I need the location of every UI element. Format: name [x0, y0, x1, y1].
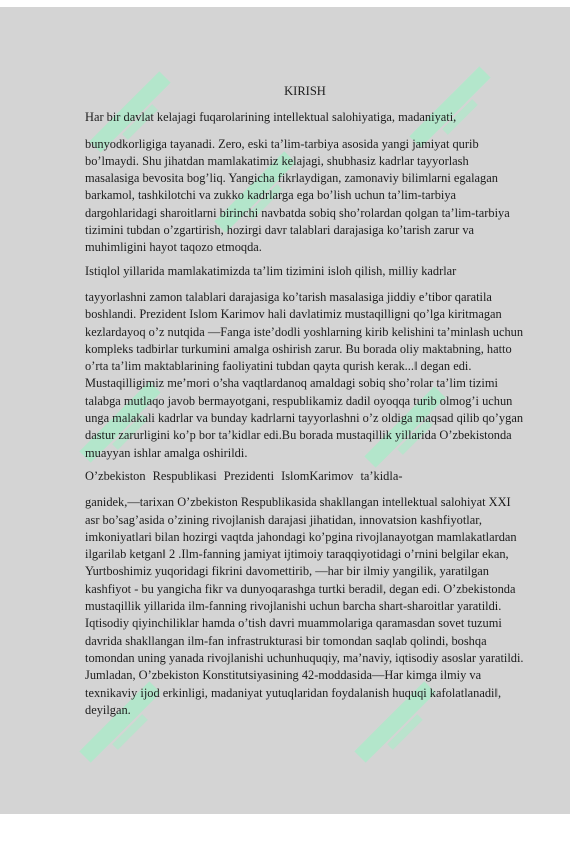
paragraph-3-body: ganidek,—tarixan O’zbekiston Respublikasida shakllangan intellektual salohiyat XXI asr bo’sag’asida o’zining rivojlanish darajasi jihatidan, innovatsion kashfiyotlar, imkoniyatlari bilan hozirgi vaqtda jahondagi ko’pgina rivojlanayotgan mamlakatlardan ilgarilab ketgan‖ 2 .Ilm-fanning jamiyat ijtimoiy taraqqiyotidagi o’rnini belgilar ekan, Yurtboshimiz yuqoridagi fikrini davomettirib, —har bir ilmiy yangilik, yaratilgan kashfiyot - bu yangicha fikr va dunyoqarashga turtki beradi‖, degan edi. O’zbekistonda mustaqillik yillarida ilm-fanning rivojlanishi uchun barcha shart-sharoitlar yaratildi. Iqtisodiy qiyinchiliklar hamda o’tish davri muammolariga qaramasdan sovet tuzumi davrida shakllangan ilm-fan infrastrukturasi bir tomondan saqlab qolindi, boshqa tomondan uning yanada rivojlanishi uchunhuquqiy, ma’naviy, iqtisodiy asoslar yaratildi. Jumladan, O’zbekiston Konstitutsiyasining 42-moddasida—Har kimga ilmiy va texnikaviy ijod erkinligi, madaniyat yutuqlaridan foydalanish huquqi kafolatlanadi‖, deyilgan.: [85, 495, 524, 717]
paragraph-3-first-line: O’zbekiston Respublikasi Prezidenti IslomKarimov ta’kidla-: [85, 468, 403, 483]
page-title: KIRISH: [284, 84, 326, 98]
paragraph-2-body: tayyorlashni zamon talablari darajasiga ko’tarish masalasiga jiddiy e’tibor qaratila boshlandi. Prezident Islom Karimov hali davlatimiz mustaqilligni qo’lga kiritmagan kezlardayoq o’z nutqida —Fanga iste’dodli yoshlarning kirib kelishini ta’minlash uchun kompleks tadbirlar turkumini amalga oshirish zarur. Bu borada oliy maktabning, hatto o’rta ta’lim maktablarining faoliyatini tubdan qayta qurish kerak...‖ degan edi. Mustaqilligimiz me’mori o’sha vaqtlardanoq amaldagi sobiq sho’rolar ta’lim tizimi talabga mutlaqo javob bermayotgani, respublikamiz dadil oyoqqa turib olmog’i uchun unga malakali kadrlar va bunday kadrlarni tayyorlashni o’z oldiga maqsad qilib qo’ygan dastur zarurligini ko’p bor ta’kidlar edi.Bu borada mustaqillik yillarida O’zbekistonda muayyan ishlar amalga oshirildi.: [85, 289, 524, 460]
document-page: [0, 7, 570, 814]
paragraph-1-first-line: Har bir davlat kelajagi fuqarolarining intellektual salohiyatiga, madaniyati,: [85, 110, 457, 125]
document-content: [85, 83, 525, 725]
paragraph-1-body: bunyodkorligiga tayanadi. Zero, eski ta’lim-tarbiya asosida yangi jamiyat qurib bo’lmaydi. Shu jihatdan mamlakatimiz kelajagi, shubhasiz kadrlar tayyorlash masalasiga bevosita bog’liq. Yangicha fikrlaydigan, zamonaviy bilimlarni egalagan barkamol, tashkilotchi va zukko kadrlarga ega bo’lish uchun ta’lim-tarbiya dargohlaridagi sharoitlarni birinchi navbatda sobiq sho’rolardan qolgan ta’lim-tarbiya tizimini tubdan o’zgartirish, hozirgi davr talablari darajasiga ko’tarish zarur va muhimligini hayot taqozo etmoqda.: [85, 136, 510, 255]
paragraph-2-first-line: Istiqlol yillarida mamlakatimizda ta’lim tizimini isloh qilish, milliy kadrlar: [85, 263, 457, 278]
